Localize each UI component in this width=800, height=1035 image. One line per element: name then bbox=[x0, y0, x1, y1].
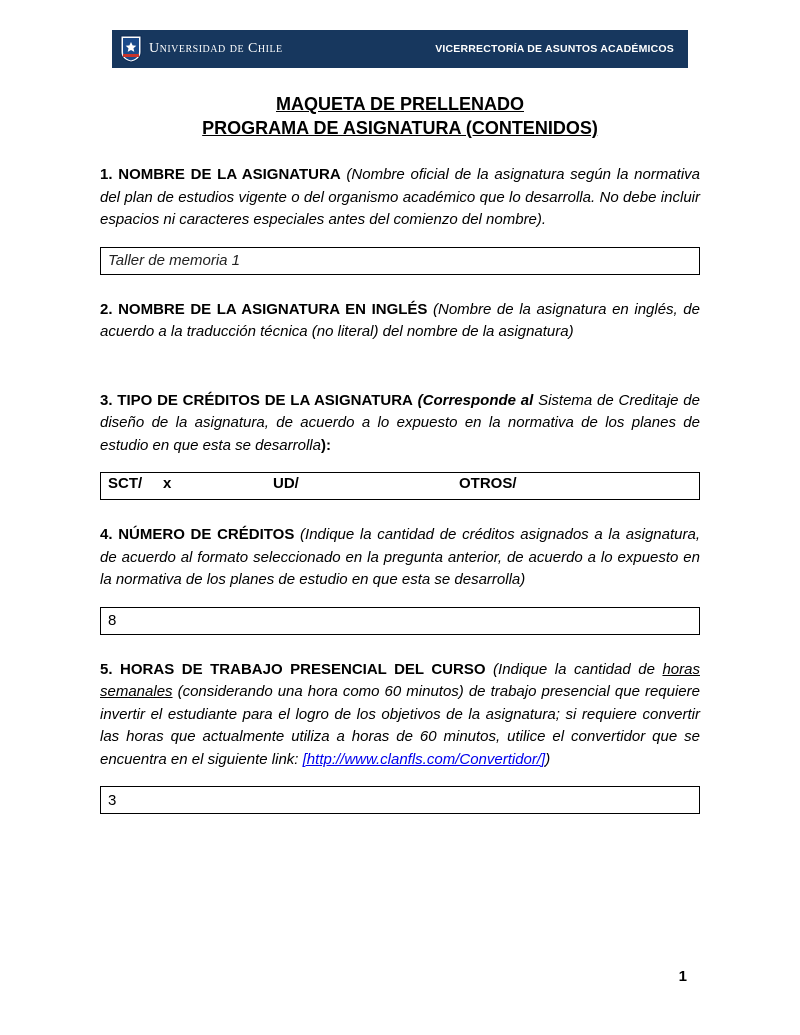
vicerrectoria-label: VICERRECTORÍA DE ASUNTOS ACADÉMICOS bbox=[435, 43, 674, 55]
title-line-2: PROGRAMA DE ASIGNATURA (CONTENIDOS) bbox=[202, 118, 598, 138]
field-horas-presenciales-value: 3 bbox=[108, 791, 117, 809]
section-3-description-tail: ): bbox=[320, 436, 331, 454]
section-4-heading: 4. NÚMERO DE CRÉDITOS bbox=[100, 526, 295, 543]
field-numero-creditos-value: 8 bbox=[108, 612, 117, 629]
university-shield-icon bbox=[120, 35, 142, 63]
section-5-description-part2: (considerando una hora como 60 minutos) de trabajo presencial que requiere invertir el estudiante para el logro de los objetivos de la asignatura; si requiere convertir las horas que actualmente utiliza a horas de 60 minutos, utilice el convertidor que se encuentra en el siguiente link: bbox=[100, 683, 700, 768]
header-banner bbox=[112, 30, 688, 68]
section-2-nombre-ingles bbox=[100, 299, 700, 344]
university-logo bbox=[120, 35, 283, 63]
section-5-description-part1: (Indique la cantidad de bbox=[493, 660, 655, 678]
field-nombre-asignatura-value: Taller de memoria 1 bbox=[108, 252, 241, 269]
section-2-description: (Nombre de la asignatura en inglés, de acuerdo a la traducción técnica (no literal) del nombre de la asignatura) bbox=[100, 300, 700, 340]
field-tipo-creditos[interactable] bbox=[100, 472, 700, 500]
section-5-horas-semanales-underline: horas semanales bbox=[100, 660, 700, 700]
section-3-description: Sistema de Creditaje de diseño de la asignatura, de acuerdo a lo expuesto en la normativa de los planes de estudio en que esta se desarrolla bbox=[100, 391, 700, 454]
section-1-description: (Nombre oficial de la asignatura según la normativa del plan de estudios vigente o del organismo académico que lo desarrolla. No debe incluir espacios ni caracteres especiales antes del comienzo del nombre). bbox=[100, 166, 701, 228]
ud-label: UD/ bbox=[273, 475, 299, 492]
sct-label: SCT/ bbox=[108, 475, 143, 492]
section-5-heading: 5. HORAS DE TRABAJO PRESENCIAL DEL CURSO bbox=[100, 660, 486, 678]
section-2-heading: 2. NOMBRE DE LA ASIGNATURA EN INGLÉS bbox=[100, 300, 428, 318]
sct-selected-mark: x bbox=[163, 475, 172, 492]
convertidor-link[interactable]: [http://www.clanfls.com/Convertidor/] bbox=[302, 750, 546, 768]
section-5-description-tail: ) bbox=[545, 750, 551, 768]
field-horas-presenciales[interactable] bbox=[100, 786, 700, 814]
otros-label: OTROS/ bbox=[459, 475, 517, 492]
section-4-description: (Indique la cantidad de créditos asignados a la asignatura, de acuerdo al formato seleccionado en la pregunta anterior, de acuerdo a lo expuesto en la normativa de los planes de estudio en que esta se desarrolla) bbox=[100, 526, 700, 588]
section-3-heading: 3. TIPO DE CRÉDITOS DE LA ASIGNATURA bbox=[100, 391, 413, 409]
section-3-tipo-creditos bbox=[100, 390, 700, 458]
section-1-heading: 1. NOMBRE DE LA ASIGNATURA bbox=[100, 166, 341, 183]
section-4-numero-creditos bbox=[100, 524, 700, 592]
field-nombre-asignatura[interactable] bbox=[100, 247, 700, 275]
section-5-horas-presenciales bbox=[100, 659, 700, 772]
title-line-1: MAQUETA DE PRELLENADO bbox=[275, 94, 524, 114]
section-1-nombre-asignatura bbox=[100, 164, 700, 232]
university-name: Universidad de Chile bbox=[149, 41, 283, 56]
field-numero-creditos[interactable] bbox=[100, 607, 700, 635]
page-number: 1 bbox=[678, 968, 687, 985]
document-title bbox=[100, 92, 700, 140]
section-3-description-lead: (Corresponde al bbox=[417, 391, 534, 409]
